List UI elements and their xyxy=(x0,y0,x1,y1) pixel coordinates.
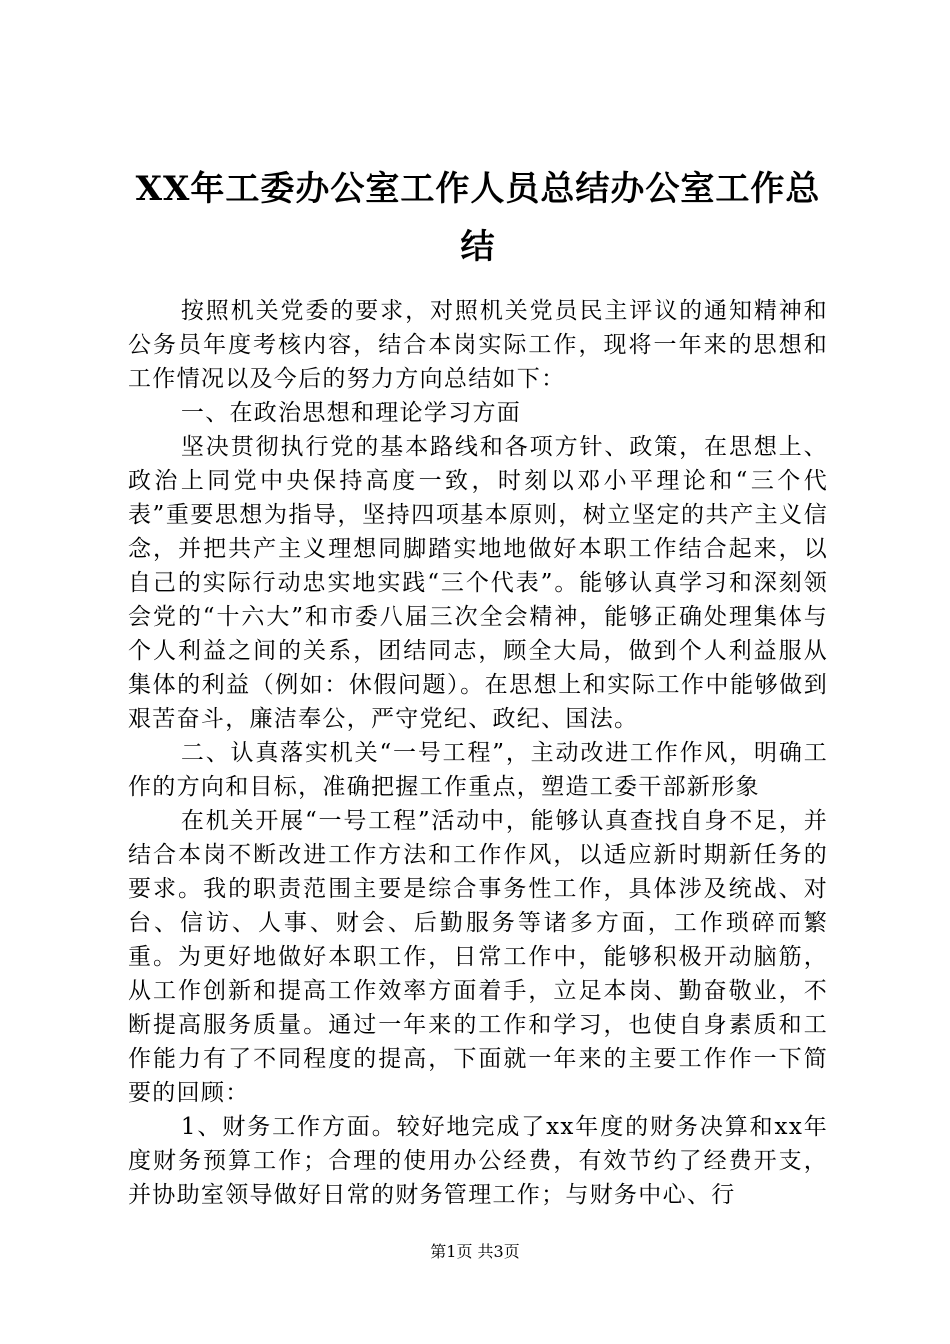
document-title-line-2: 结 xyxy=(460,227,496,267)
document-body xyxy=(128,294,828,1212)
page-footer: 第1页 共3页 xyxy=(430,1242,520,1261)
section-heading-1: 一、在政治思想和理论学习方面 xyxy=(180,400,522,426)
paragraph-politics: 坚决贯彻执行党的基本路线和各项方针、政策，在思想上、政治上同党中央保持高度一致，时刻以邓小平理论和“三个代表”重要思想为指导，坚持四项基本原则，树立坚定的共产主义信念，并把共产主义理想同脚踏实地地做好本职工作结合起来，以自己的实际行动忠实地实践“三个代表”。能够认真学习和深刻领会党的“十六大”和市委八届三次全会精神，能够正确处理集体与个人利益之间的关系，团结同志，顾全大局，做到个人利益服从集体的利益（例如：休假问题）。在思想上和实际工作中能够做到艰苦奋斗，廉洁奉公，严守党纪、政纪、国法。 xyxy=(128,434,828,732)
section-heading-2: 二、认真落实机关“一号工程”，主动改进工作作风，明确工作的方向和目标，准确把握工作重点，塑造工委干部新形象 xyxy=(128,740,828,800)
paragraph-finance: 1、财务工作方面。较好地完成了xx年度的财务决算和xx年度财务预算工作；合理的使用办公经费，有效节约了经费开支，并协助室领导做好日常的财务管理工作；与财务中心、行 xyxy=(128,1114,828,1208)
document-title-line-1: XX年工委办公室工作人员总结办公室工作总 xyxy=(135,169,821,209)
paragraph-work-style: 在机关开展“一号工程”活动中，能够认真查找自身不足，并结合本岗不断改进工作方法和工作作风，以适应新时期新任务的要求。我的职责范围主要是综合事务性工作，具体涉及统战、对台、信访、人事、财会、后勤服务等诸多方面，工作琐碎而繁重。为更好地做好本职工作，日常工作中，能够积极开动脑筋，从工作创新和提高工作效率方面着手，立足本岗、勤奋敬业，不断提高服务质量。通过一年来的工作和学习，也使自身素质和工作能力有了不同程度的提高，下面就一年来的主要工作作一下简要的回顾： xyxy=(128,808,828,1106)
paragraph-intro: 按照机关党委的要求，对照机关党员民主评议的通知精神和公务员年度考核内容，结合本岗实际工作，现将一年来的思想和工作情况以及今后的努力方向总结如下： xyxy=(128,298,828,392)
